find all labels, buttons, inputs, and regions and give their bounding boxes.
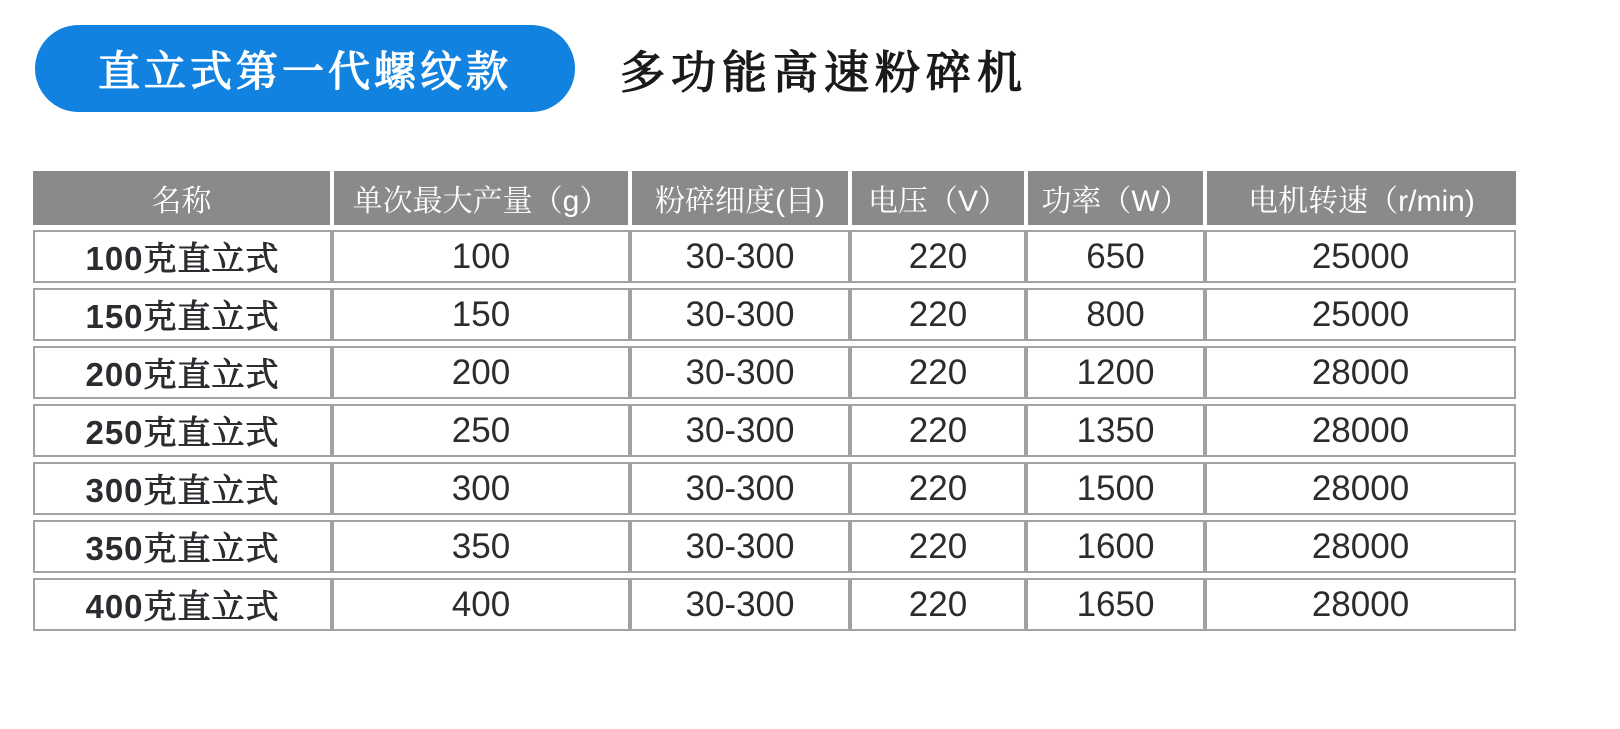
cell-value: 30-300	[630, 230, 850, 283]
col-header-name: 名称	[33, 171, 332, 225]
cell-value: 30-300	[630, 578, 850, 631]
cell-value: 350	[332, 520, 630, 573]
col-header-power: 功率（W）	[1026, 171, 1205, 225]
cell-value: 150	[332, 288, 630, 341]
table-row	[33, 346, 1516, 399]
cell-value: 220	[850, 520, 1026, 573]
cell-value: 30-300	[630, 288, 850, 341]
cell-value: 250	[332, 404, 630, 457]
cell-model-name: 350克直立式	[33, 520, 332, 573]
cell-value: 25000	[1205, 230, 1516, 283]
table-row	[33, 520, 1516, 573]
col-header-voltage: 电压（V）	[850, 171, 1026, 225]
table-row	[33, 230, 1516, 283]
col-header-max-yield: 单次最大产量（g）	[332, 171, 630, 225]
cell-value: 28000	[1205, 520, 1516, 573]
page-title: 多功能高速粉碎机	[620, 47, 1029, 98]
model-series-badge-label: 直立式第一代螺纹款	[97, 47, 512, 95]
cell-value: 28000	[1205, 346, 1516, 399]
table-row	[33, 288, 1516, 341]
cell-model-name: 300克直立式	[33, 462, 332, 515]
cell-model-name: 100克直立式	[33, 230, 332, 283]
cell-value: 1200	[1026, 346, 1205, 399]
col-header-motor-speed: 电机转速（r/min)	[1205, 171, 1516, 225]
cell-value: 650	[1026, 230, 1205, 283]
cell-value: 200	[332, 346, 630, 399]
table-row	[33, 462, 1516, 515]
cell-value: 300	[332, 462, 630, 515]
cell-model-name: 250克直立式	[33, 404, 332, 457]
header-row	[33, 171, 1516, 225]
table-body	[33, 230, 1516, 631]
cell-value: 28000	[1205, 578, 1516, 631]
cell-model-name: 150克直立式	[33, 288, 332, 341]
spec-table-header	[33, 171, 1516, 225]
cell-value: 30-300	[630, 462, 850, 515]
cell-value: 28000	[1205, 462, 1516, 515]
cell-model-name: 200克直立式	[33, 346, 332, 399]
col-header-fineness: 粉碎细度(目)	[630, 171, 850, 225]
cell-value: 220	[850, 288, 1026, 341]
cell-value: 1350	[1026, 404, 1205, 457]
table-row	[33, 578, 1516, 631]
cell-value: 1600	[1026, 520, 1205, 573]
spec-table	[33, 166, 1516, 636]
cell-value: 30-300	[630, 346, 850, 399]
cell-value: 25000	[1205, 288, 1516, 341]
cell-value: 220	[850, 346, 1026, 399]
table-row	[33, 404, 1516, 457]
cell-value: 1500	[1026, 462, 1205, 515]
cell-value: 1650	[1026, 578, 1205, 631]
cell-model-name: 400克直立式	[33, 578, 332, 631]
cell-value: 220	[850, 404, 1026, 457]
cell-value: 800	[1026, 288, 1205, 341]
cell-value: 400	[332, 578, 630, 631]
cell-value: 220	[850, 578, 1026, 631]
cell-value: 30-300	[630, 520, 850, 573]
page-header	[35, 25, 1028, 112]
cell-value: 28000	[1205, 404, 1516, 457]
cell-value: 30-300	[630, 404, 850, 457]
model-series-badge	[35, 25, 575, 112]
cell-value: 220	[850, 462, 1026, 515]
cell-value: 220	[850, 230, 1026, 283]
cell-value: 100	[332, 230, 630, 283]
